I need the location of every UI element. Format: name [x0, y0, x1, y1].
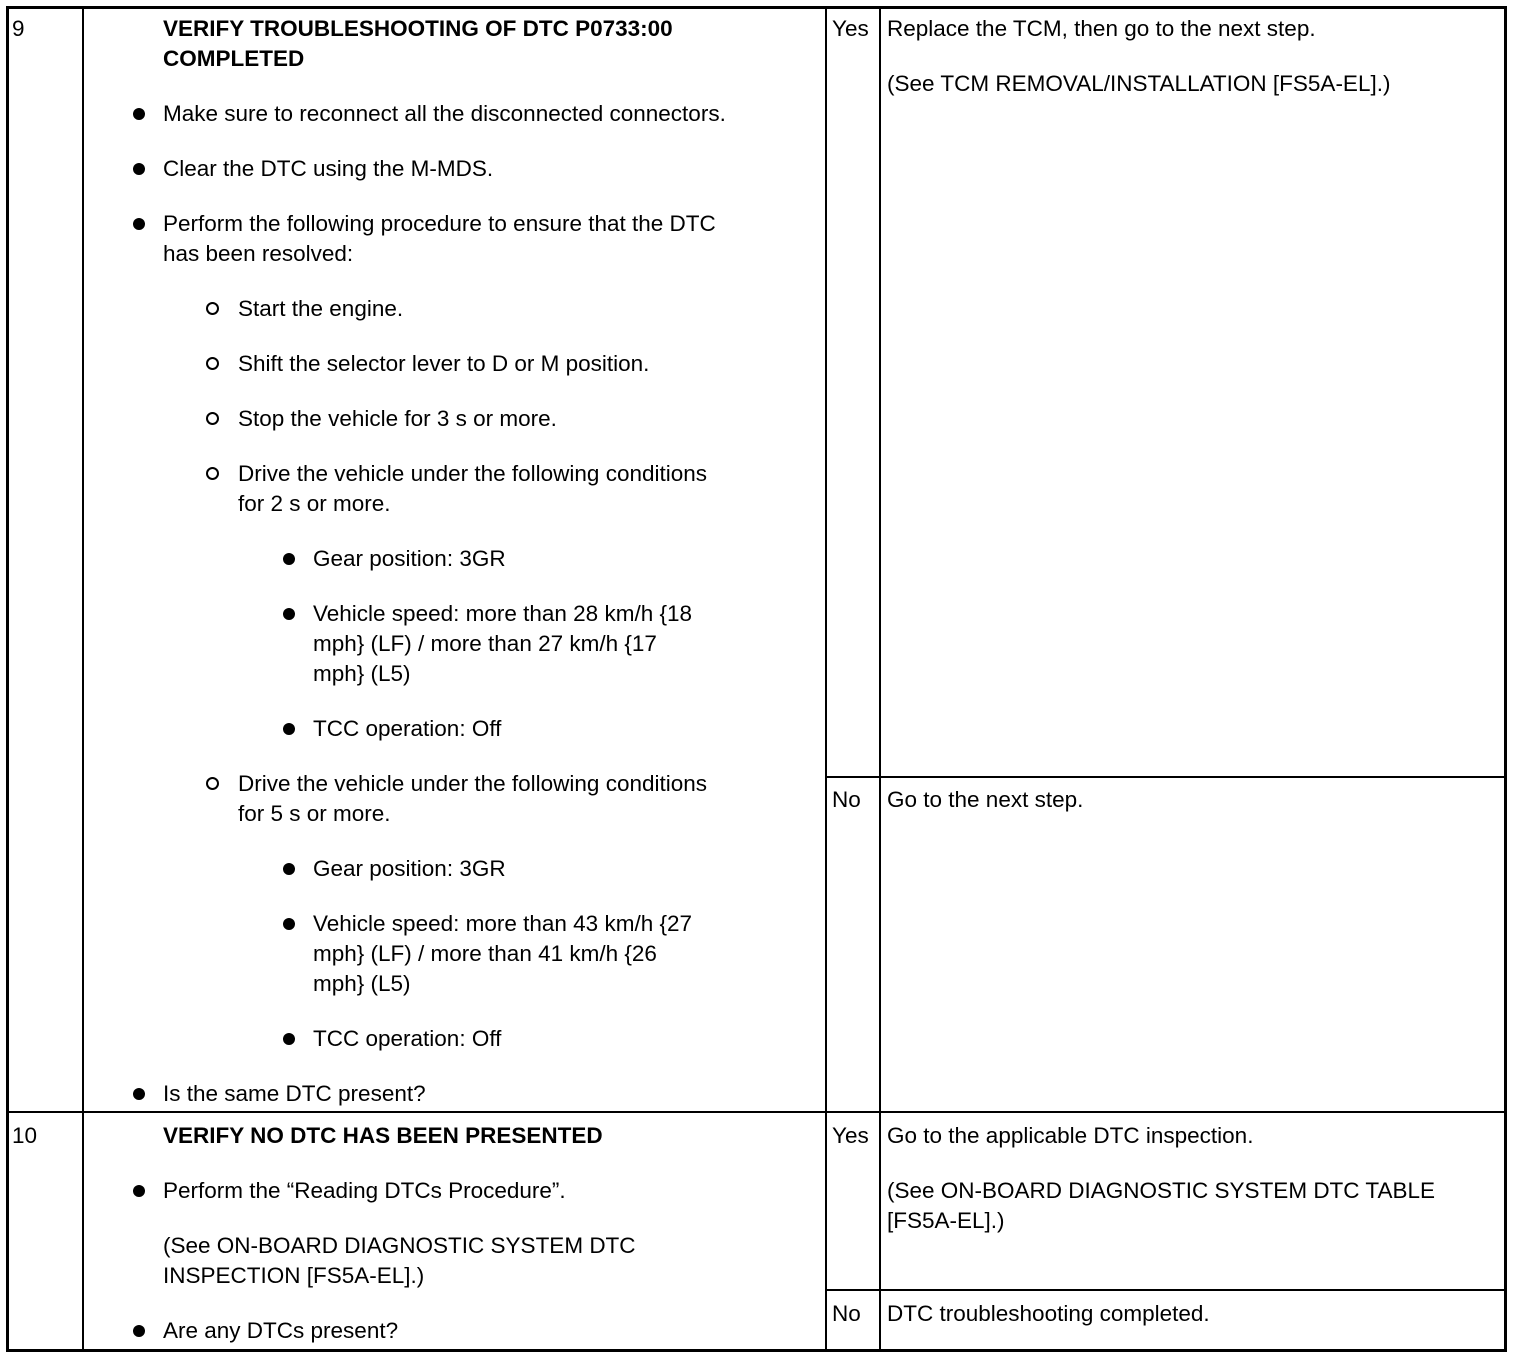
circle-bullet-icon [206, 357, 219, 370]
list-item: TCC operation: Off [313, 716, 502, 741]
bullet-icon [283, 918, 295, 930]
list-item: Perform the following procedure to ensure that the DTC [163, 211, 716, 236]
answer-text: [FS5A-EL].) [887, 1208, 1005, 1233]
bullet-icon [133, 163, 145, 175]
bullet-icon [133, 218, 145, 230]
answer-text: (See TCM REMOVAL/INSTALLATION [FS5A-EL].) [887, 71, 1391, 96]
list-item: Perform the “Reading DTCs Procedure”. [163, 1178, 566, 1203]
bullet-icon [283, 723, 295, 735]
step-title: VERIFY NO DTC HAS BEEN PRESENTED [163, 1123, 603, 1148]
list-item: Vehicle speed: more than 43 km/h {27 [313, 911, 692, 936]
step-title: COMPLETED [163, 46, 305, 71]
list-item: mph} (LF) / more than 41 km/h {26 [313, 941, 657, 966]
list-item: mph} (LF) / more than 27 km/h {17 [313, 631, 657, 656]
list-item: Vehicle speed: more than 28 km/h {18 [313, 601, 692, 626]
list-item: Drive the vehicle under the following conditions [238, 461, 708, 486]
column-divider-step [82, 8, 84, 1350]
circle-bullet-icon [206, 467, 219, 480]
step-number: 9 [12, 16, 25, 41]
list-item: for 2 s or more. [238, 491, 391, 516]
list-item: Gear position: 3GR [313, 856, 506, 881]
list-item: Are any DTCs present? [163, 1318, 399, 1343]
answer-divider-step10 [826, 1289, 1506, 1291]
list-item: mph} (L5) [313, 661, 411, 686]
list-item: Gear position: 3GR [313, 546, 506, 571]
answer-text: Replace the TCM, then go to the next step. [887, 16, 1316, 41]
bullet-icon [283, 863, 295, 875]
list-item: for 5 s or more. [238, 801, 391, 826]
list-item: Start the engine. [238, 296, 404, 321]
bullet-icon [133, 1088, 145, 1100]
column-divider-action [825, 8, 827, 1350]
answer-text: DTC troubleshooting completed. [887, 1301, 1210, 1326]
bullet-icon [283, 553, 295, 565]
answer-label-no: No [832, 1301, 861, 1326]
list-item: Stop the vehicle for 3 s or more. [238, 406, 557, 431]
answer-label-no: No [832, 787, 861, 812]
list-item: (See ON-BOARD DIAGNOSTIC SYSTEM DTC [163, 1233, 636, 1258]
answer-text: Go to the next step. [887, 787, 1084, 812]
step-number: 10 [12, 1123, 38, 1148]
list-item: Drive the vehicle under the following conditions [238, 771, 708, 796]
column-divider-answer [879, 8, 881, 1350]
list-item: Make sure to reconnect all the disconnected connectors. [163, 101, 726, 126]
circle-bullet-icon [206, 302, 219, 315]
bullet-icon [283, 1033, 295, 1045]
list-item: Is the same DTC present? [163, 1081, 426, 1106]
answer-divider-step9 [826, 776, 1506, 778]
answer-text: (See ON-BOARD DIAGNOSTIC SYSTEM DTC TABLE [887, 1178, 1436, 1203]
bullet-icon [283, 608, 295, 620]
list-item: Clear the DTC using the M-MDS. [163, 156, 494, 181]
circle-bullet-icon [206, 777, 219, 790]
list-item: has been resolved: [163, 241, 354, 266]
answer-text: Go to the applicable DTC inspection. [887, 1123, 1254, 1148]
answer-label-yes: Yes [832, 1123, 869, 1148]
list-item: mph} (L5) [313, 971, 411, 996]
list-item: TCC operation: Off [313, 1026, 502, 1051]
bullet-icon [133, 1325, 145, 1337]
bullet-icon [133, 108, 145, 120]
list-item: Shift the selector lever to D or M position. [238, 351, 650, 376]
list-item: INSPECTION [FS5A-EL].) [163, 1263, 425, 1288]
step-title: VERIFY TROUBLESHOOTING OF DTC P0733:00 [163, 16, 673, 41]
circle-bullet-icon [206, 412, 219, 425]
bullet-icon [133, 1185, 145, 1197]
answer-label-yes: Yes [832, 16, 869, 41]
row-divider [8, 1111, 1506, 1113]
